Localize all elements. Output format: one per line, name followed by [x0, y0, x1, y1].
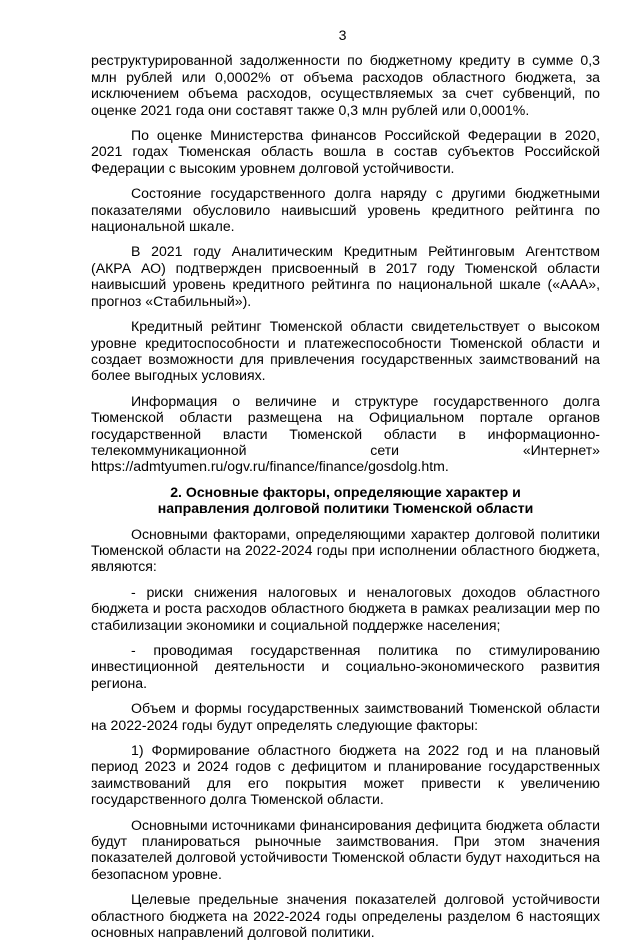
paragraph: реструктурированной задолженности по бюджетному кредиту в сумме 0,3 млн рублей или 0,0002% от объема расходов областного бюджета, за исключением объема расходов, осуществляемых за счет субвенций, по оценке 2021 года они составят также 0,3 млн рублей или 0,0001%.	[91, 52, 600, 118]
paragraph: Объем и формы государственных заимствований Тюменской области на 2022-2024 годы будут определять следующие факторы:	[91, 700, 600, 733]
section-heading	[91, 484, 600, 517]
paragraph: В 2021 году Аналитическим Кредитным Рейтинговым Агентством (АКРА АО) подтвержден присвоенный в 2017 году Тюменской области наивысший уровень кредитного рейтинга по национальной шкале («AAA», прогноз «Стабильный»).	[91, 243, 600, 309]
paragraph: Состояние государственного долга наряду с другими бюджетными показателями обусловило наивысший уровень кредитного рейтинга по национальной шкале.	[91, 185, 600, 235]
list-item: - проводимая государственная политика по стимулированию инвестиционной деятельности и социально-экономического развития региона.	[91, 642, 600, 691]
page-number: 3	[338, 27, 347, 43]
paragraph: По оценке Министерства финансов Российской Федерации в 2020, 2021 годах Тюменская область вошла в состав субъектов Российской Федерации с высоким уровнем долговой устойчивости.	[91, 127, 600, 176]
paragraph: Основными источниками финансирования дефицита бюджета области будут планироваться рыночные заимствования. При этом значения показателей долговой устойчивости Тюменской области будут находиться на безопасном уровне.	[91, 816, 600, 882]
paragraph: Основными факторами, определяющими характер долговой политики Тюменской области на 2022-2024 годы при исполнении областного бюджета, являются:	[91, 525, 600, 575]
paragraph: Информация о величине и структуре государственного долга Тюменской области размещена на Официальном портале органов государственной власти Тюменской области в информационно-телекоммуникационной сети «Интернет» https://admtyumen.ru/ogv.ru/finance/finance/gosdolg.htm.	[91, 392, 600, 475]
section-heading-line: направления долговой политики Тюменской области	[157, 500, 534, 517]
section-heading-line: 2. Основные факторы, определяющие характер и	[170, 483, 521, 500]
list-item: - риски снижения налоговых и неналоговых доходов областного бюджета и роста расходов областного бюджета в рамках реализации мер по стабилизации экономики и социальной поддержке населения;	[91, 583, 600, 633]
paragraph: Целевые предельные значения показателей долговой устойчивости областного бюджета на 2022-2024 годы определены разделом 6 настоящих основных направлений долговой политики.	[91, 891, 600, 941]
numbered-item: 1) Формирование областного бюджета на 2022 год и на плановый период 2023 и 2024 годов с дефицитом и планирование государственных заимствований для его покрытия может привести к увеличению государственного долга Тюменской области.	[91, 742, 600, 808]
paragraph: Кредитный рейтинг Тюменской области свидетельствует о высоком уровне кредитоспособности и платежеспособности Тюменской области и создает возможности для привлечения государственных заимствований на более выгодных условиях.	[91, 318, 600, 384]
